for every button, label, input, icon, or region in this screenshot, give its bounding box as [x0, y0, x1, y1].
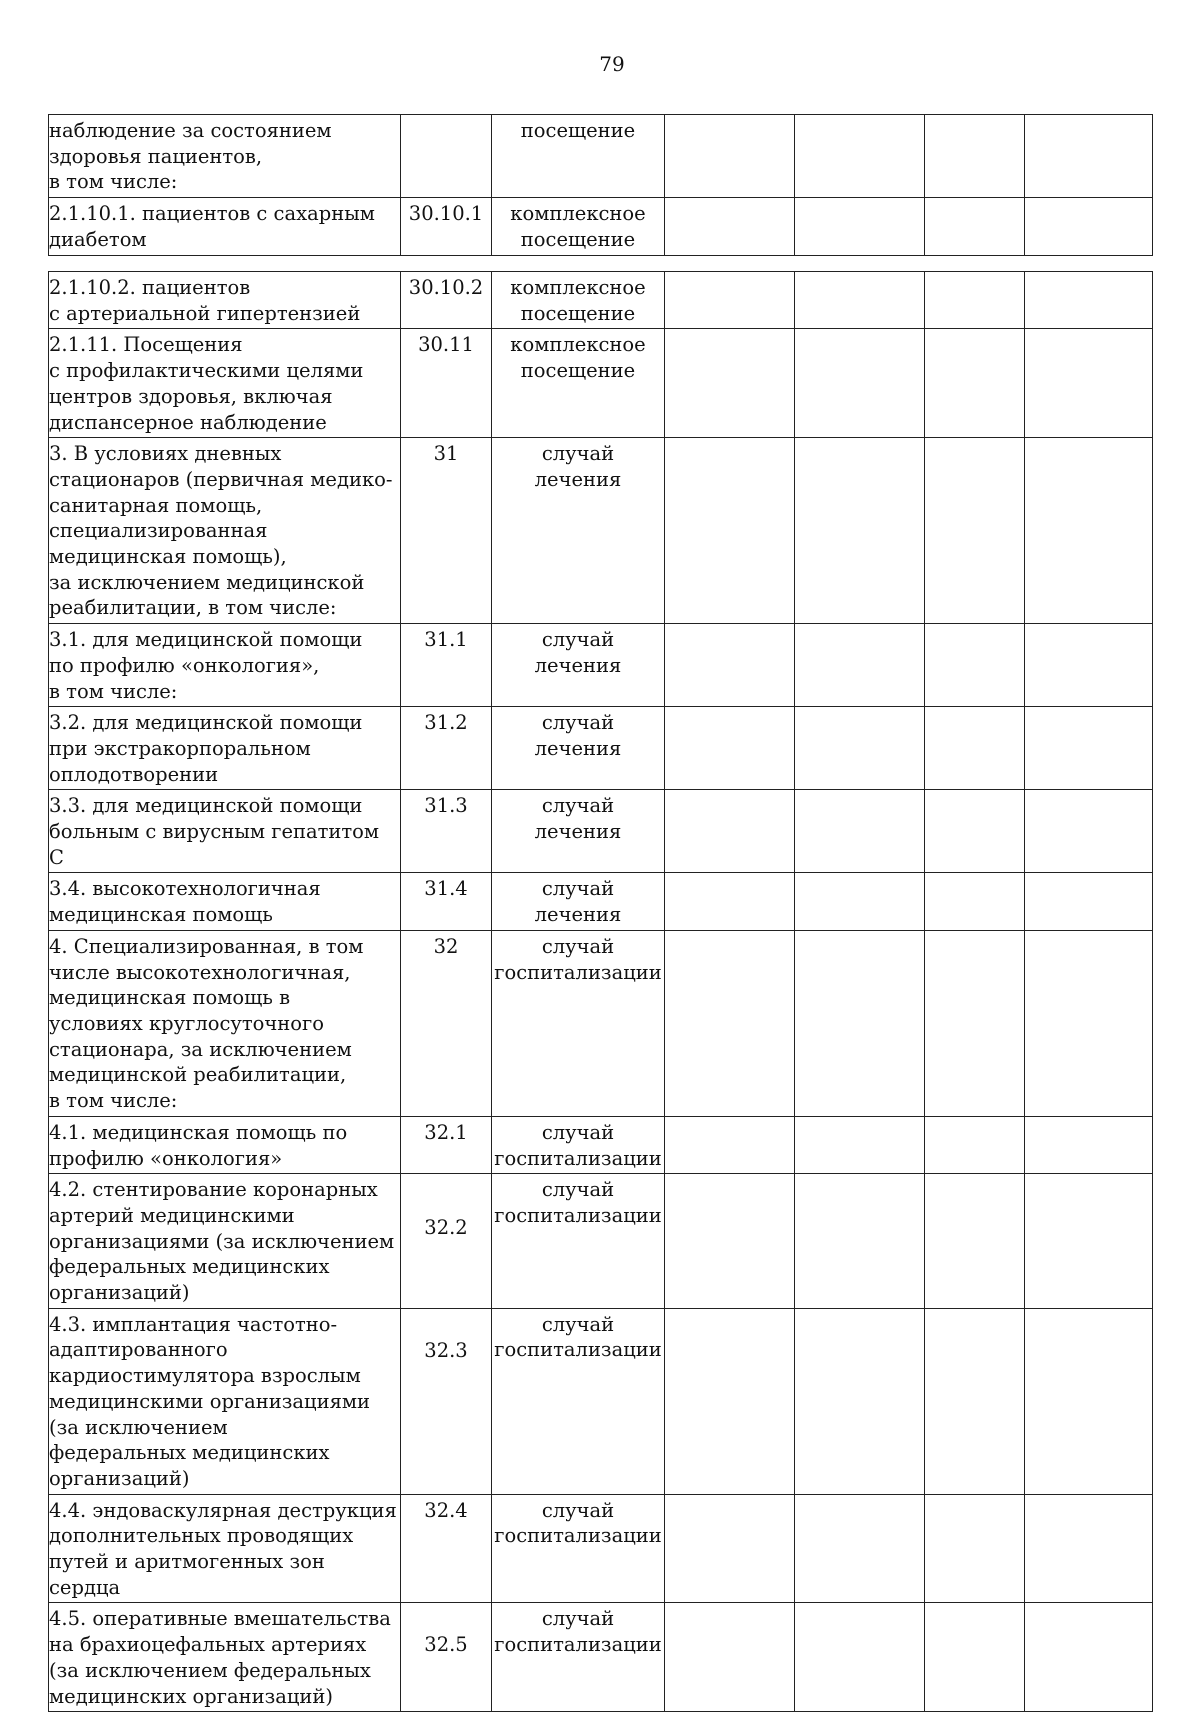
row-unit-cell: случай госпитализации	[492, 1494, 665, 1603]
empty-cell	[795, 1174, 925, 1309]
empty-cell	[925, 438, 1025, 624]
empty-cell	[925, 707, 1025, 790]
empty-cell	[925, 1603, 1025, 1712]
row-unit-cell: случай лечения	[492, 624, 665, 707]
empty-cell	[795, 930, 925, 1116]
empty-cell	[665, 438, 795, 624]
row-name-cell: 2.1.11. Посещения с профилактическими целями центров здоровья, включая диспансерное наблюдение	[49, 329, 401, 438]
empty-cell	[1025, 438, 1153, 624]
empty-cell	[1025, 272, 1153, 329]
empty-cell	[665, 707, 795, 790]
empty-cell	[665, 272, 795, 329]
empty-cell	[665, 1603, 795, 1712]
empty-cell	[1025, 873, 1153, 930]
row-name-cell: 2.1.10.1. пациентов с сахарным диабетом	[49, 198, 401, 255]
row-name-cell: наблюдение за состоянием здоровья пациентов, в том числе:	[49, 115, 401, 198]
empty-cell	[925, 329, 1025, 438]
row-unit-cell: посещение	[492, 115, 665, 198]
empty-cell	[925, 930, 1025, 1116]
row-code-cell: 30.10.1	[401, 198, 492, 255]
row-unit-cell: комплексное посещение	[492, 198, 665, 255]
row-unit-cell: случай лечения	[492, 438, 665, 624]
row-unit-cell: случай госпитализации	[492, 1116, 665, 1173]
row-code-cell: 32.4	[401, 1494, 492, 1603]
table-row	[49, 438, 1153, 624]
empty-cell	[665, 1116, 795, 1173]
empty-cell	[665, 1308, 795, 1494]
table-top	[48, 114, 1153, 256]
table-row	[49, 272, 1153, 329]
row-name-cell: 4.1. медицинская помощь по профилю «онкология»	[49, 1116, 401, 1173]
page-number: 79	[599, 52, 625, 76]
empty-cell	[925, 873, 1025, 930]
table-row	[49, 115, 1153, 198]
row-name-cell: 3.4. высокотехнологичная медицинская помощь	[49, 873, 401, 930]
empty-cell	[1025, 624, 1153, 707]
empty-cell	[795, 329, 925, 438]
table-main	[48, 271, 1153, 1712]
empty-cell	[665, 1494, 795, 1603]
empty-cell	[795, 1308, 925, 1494]
row-code-cell: 31.4	[401, 873, 492, 930]
empty-cell	[795, 198, 925, 255]
row-code-cell: 31.1	[401, 624, 492, 707]
empty-cell	[925, 790, 1025, 873]
table-row	[49, 1494, 1153, 1603]
empty-cell	[795, 707, 925, 790]
row-name-cell: 4.4. эндоваскулярная деструкция дополнительных проводящих путей и аритмогенных зон сердца	[49, 1494, 401, 1603]
empty-cell	[925, 198, 1025, 255]
empty-cell	[1025, 115, 1153, 198]
empty-cell	[1025, 1494, 1153, 1603]
row-code-cell: 32.1	[401, 1116, 492, 1173]
table-row	[49, 930, 1153, 1116]
empty-cell	[925, 1174, 1025, 1309]
table-row	[49, 707, 1153, 790]
empty-cell	[665, 115, 795, 198]
empty-cell	[795, 1603, 925, 1712]
empty-cell	[665, 790, 795, 873]
empty-cell	[925, 1494, 1025, 1603]
empty-cell	[795, 873, 925, 930]
table-row	[49, 624, 1153, 707]
row-name-cell: 3.1. для медицинской помощи по профилю «онкология», в том числе:	[49, 624, 401, 707]
row-code-cell	[401, 115, 492, 198]
empty-cell	[795, 1116, 925, 1173]
row-name-cell: 4. Специализированная, в том числе высокотехнологичная, медицинская помощь в условиях круглосуточного стационара, за исключением медицинской реабилитации, в том числе:	[49, 930, 401, 1116]
table-row	[49, 329, 1153, 438]
row-name-cell: 3.3. для медицинской помощи больным с вирусным гепатитом С	[49, 790, 401, 873]
row-code-cell: 32	[401, 930, 492, 1116]
empty-cell	[1025, 930, 1153, 1116]
table-row	[49, 1603, 1153, 1712]
empty-cell	[665, 930, 795, 1116]
row-unit-cell: случай лечения	[492, 873, 665, 930]
empty-cell	[795, 624, 925, 707]
row-name-cell: 3. В условиях дневных стационаров (первичная медико- санитарная помощь, специализированная медицинская помощь), за исключением медицинской реабилитации, в том числе:	[49, 438, 401, 624]
row-unit-cell: случай лечения	[492, 790, 665, 873]
row-unit-cell: случай госпитализации	[492, 930, 665, 1116]
empty-cell	[795, 790, 925, 873]
empty-cell	[925, 1308, 1025, 1494]
empty-cell	[1025, 1116, 1153, 1173]
empty-cell	[1025, 329, 1153, 438]
table-row	[49, 1308, 1153, 1494]
empty-cell	[665, 1174, 795, 1309]
empty-cell	[795, 115, 925, 198]
empty-cell	[665, 329, 795, 438]
empty-cell	[795, 272, 925, 329]
row-unit-cell: комплексное посещение	[492, 329, 665, 438]
row-unit-cell: комплексное посещение	[492, 272, 665, 329]
row-code-cell: 32.5	[401, 1603, 492, 1712]
table-row	[49, 1174, 1153, 1309]
row-unit-cell: случай госпитализации	[492, 1603, 665, 1712]
empty-cell	[1025, 198, 1153, 255]
row-unit-cell: случай госпитализации	[492, 1174, 665, 1309]
table-row	[49, 1116, 1153, 1173]
empty-cell	[1025, 790, 1153, 873]
row-code-cell: 32.3	[401, 1308, 492, 1494]
empty-cell	[665, 873, 795, 930]
empty-cell	[1025, 1174, 1153, 1309]
row-code-cell: 30.10.2	[401, 272, 492, 329]
empty-cell	[795, 1494, 925, 1603]
row-code-cell: 31.3	[401, 790, 492, 873]
empty-cell	[925, 624, 1025, 707]
row-unit-cell: случай госпитализации	[492, 1308, 665, 1494]
empty-cell	[925, 272, 1025, 329]
row-code-cell: 31	[401, 438, 492, 624]
table-row	[49, 873, 1153, 930]
row-name-cell: 4.2. стентирование коронарных артерий медицинскими организациями (за исключением федеральных медицинских организаций)	[49, 1174, 401, 1309]
empty-cell	[795, 438, 925, 624]
empty-cell	[925, 115, 1025, 198]
row-name-cell: 2.1.10.2. пациентов с артериальной гипертензией	[49, 272, 401, 329]
row-name-cell: 4.3. имплантация частотно- адаптированного кардиостимулятора взрослым медицинскими организациями (за исключением федеральных медицинских организаций)	[49, 1308, 401, 1494]
row-code-cell: 30.11	[401, 329, 492, 438]
empty-cell	[665, 198, 795, 255]
empty-cell	[1025, 1603, 1153, 1712]
empty-cell	[665, 624, 795, 707]
empty-cell	[925, 1116, 1025, 1173]
row-unit-cell: случай лечения	[492, 707, 665, 790]
table-row	[49, 198, 1153, 255]
empty-cell	[1025, 1308, 1153, 1494]
row-name-cell: 4.5. оперативные вмешательства на брахиоцефальных артериях (за исключением федеральных медицинских организаций)	[49, 1603, 401, 1712]
row-name-cell: 3.2. для медицинской помощи при экстракорпоральном оплодотворении	[49, 707, 401, 790]
empty-cell	[1025, 707, 1153, 790]
row-code-cell: 32.2	[401, 1174, 492, 1309]
table-row	[49, 790, 1153, 873]
row-code-cell: 31.2	[401, 707, 492, 790]
